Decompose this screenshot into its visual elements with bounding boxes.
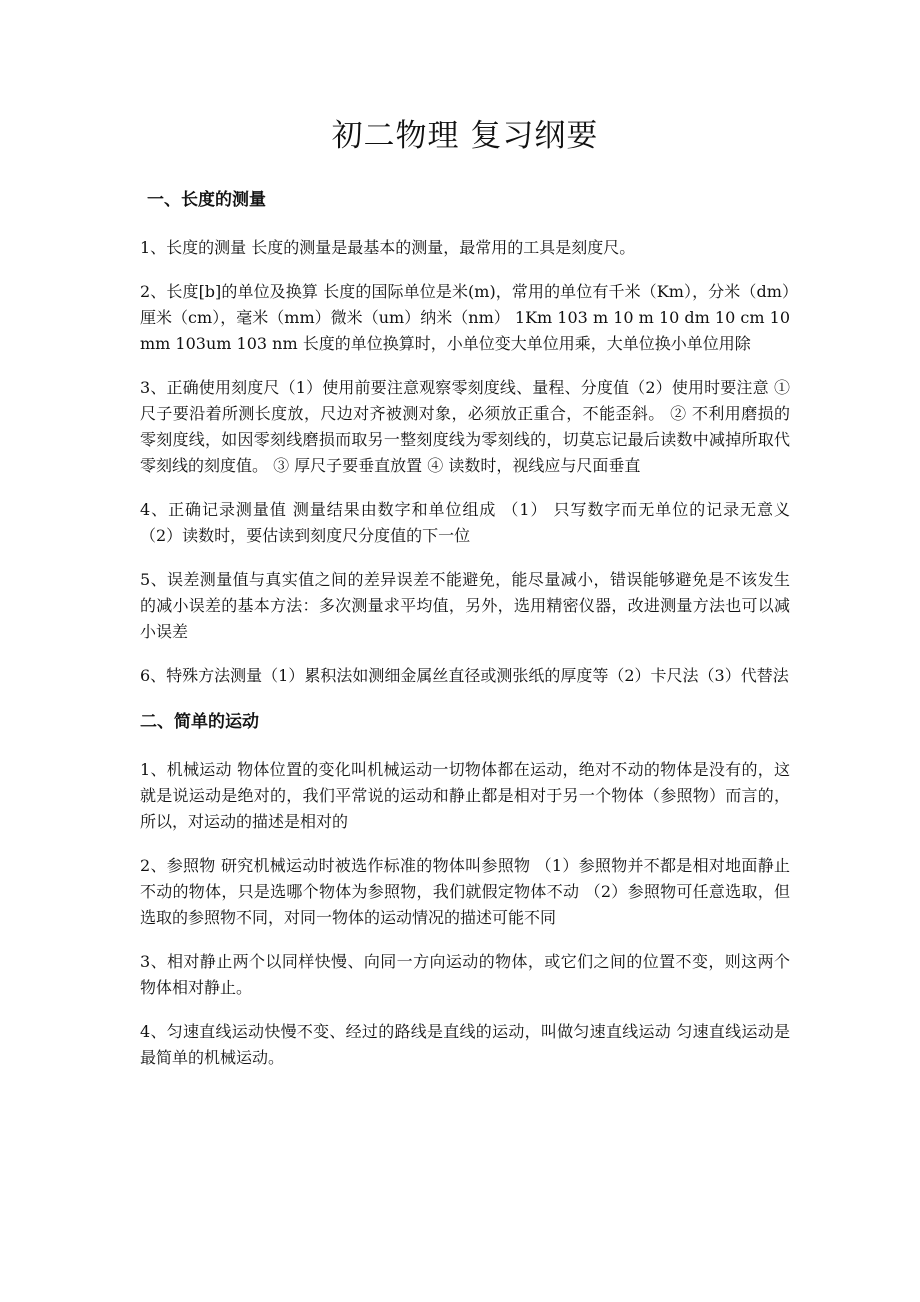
paragraph: 6、特殊方法测量（1）累积法如测细金属丝直径或测张纸的厚度等（2）卡尺法（3）代替法 (140, 666, 789, 685)
section-length-measurement (140, 185, 790, 689)
paragraph: 3、正确使用刻度尺（1）使用前要注意观察零刻度线、量程、分度值（2）使用时要注意 ① 尺子要沿着所测长度放，尺边对齐被测对象，必须放正重合，不能歪斜。 ② 不利用磨损的零刻度线，如因零刻线磨损而取另一整刻度线为零刻线的，切莫忘记最后读数中减掉所取代零刻线的刻度值。 ③ 厚尺子要垂直放置 ④ 读数时，视线应与尺面垂直 (140, 378, 790, 475)
section-heading: 一、长度的测量 (147, 190, 266, 210)
section-simple-motion (140, 707, 790, 1071)
paragraph: 2、参照物 研究机械运动时被选作标准的物体叫参照物 （1）参照物并不都是相对地面静止不动的物体，只是选哪个物体为参照物，我们就假定物体不动 （2）参照物可任意选取，但选取的参照物不同，对同一物体的运动情况的描述可能不同 (140, 856, 790, 927)
section-heading: 二、简单的运动 (140, 712, 259, 732)
paragraph: 4、匀速直线运动快慢不变、经过的路线是直线的运动，叫做匀速直线运动 匀速直线运动是最简单的机械运动。 (140, 1022, 790, 1067)
paragraph: 3、相对静止两个以同样快慢、向同一方向运动的物体，或它们之间的位置不变，则这两个物体相对静止。 (140, 952, 790, 997)
document-title: 初二物理 复习纲要 (331, 118, 599, 154)
paragraph: 1、长度的测量 长度的测量是最基本的测量，最常用的工具是刻度尺。 (140, 238, 636, 257)
paragraph: 2、长度[b]的单位及换算 长度的国际单位是米(m)，常用的单位有千米（Km），分米（dm）厘米（cm），毫米（mm）微米（um）纳米（nm） 1Km 103 m 10 m 10 dm 10 cm 10 mm 103um 103 nm 长度的单位换算时，小单位变大单位用乘，大单位换小单位用除 (140, 282, 790, 353)
paragraph: 1、机械运动 物体位置的变化叫机械运动一切物体都在运动，绝对不动的物体是没有的，这就是说运动是绝对的，我们平常说的运动和静止都是相对于另一个物体（参照物）而言的，所以，对运动的描述是相对的 (140, 760, 790, 831)
paragraph: 4、正确记录测量值 测量结果由数字和单位组成 （1） 只写数字而无单位的记录无意义 （2）读数时，要估读到刻度尺分度值的下一位 (140, 500, 790, 545)
paragraph: 5、误差测量值与真实值之间的差异误差不能避免，能尽量减小，错误能够避免是不该发生的减小误差的基本方法：多次测量求平均值，另外，选用精密仪器，改进测量方法也可以减小误差 (140, 570, 790, 641)
document-page (140, 110, 790, 1089)
